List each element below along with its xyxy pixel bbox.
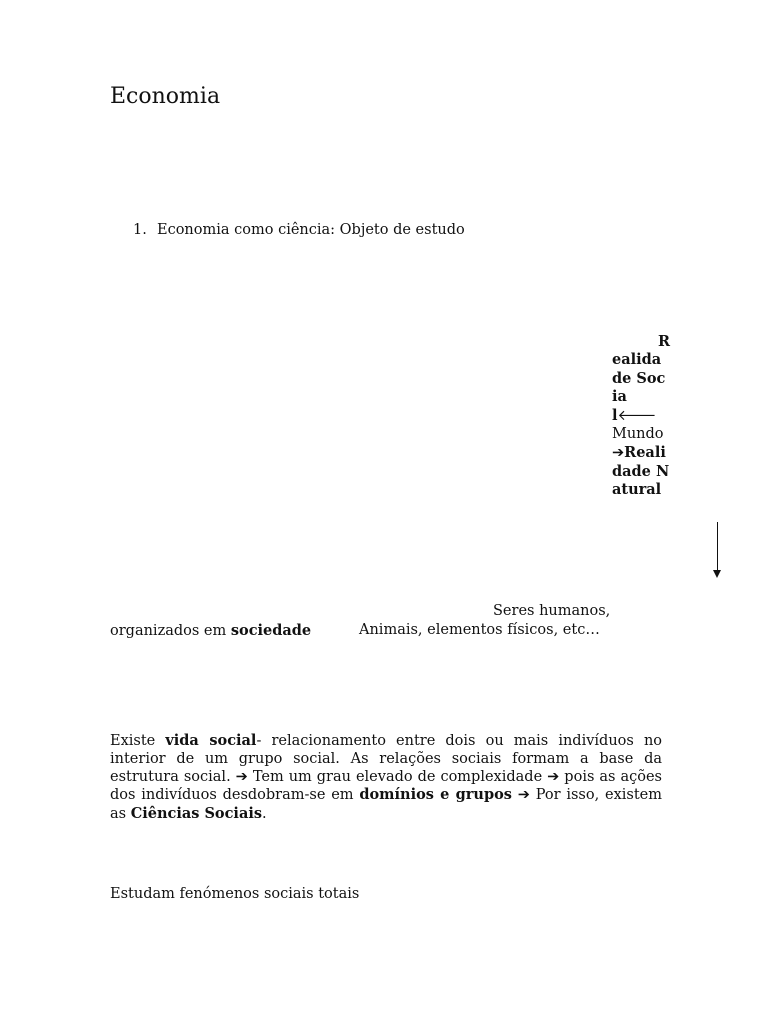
arrow-left-icon: 🡐: [617, 408, 657, 425]
paragraph-text: Existe: [110, 733, 166, 749]
column-first-letter: R: [657, 333, 670, 350]
body-paragraph: [110, 732, 662, 824]
paragraph-text: pois as ações dos indivíduos desdobram-se em: [110, 768, 662, 804]
organizados-prefix: organizados em: [110, 623, 231, 639]
animais-text: Animais, elementos físicos, etc…: [359, 622, 600, 638]
column-mundo: Mundo: [612, 425, 664, 442]
paragraph-text: .: [262, 806, 267, 823]
arrow-right-icon: ➔: [547, 768, 560, 785]
closing-line: Estudam fenómenos sociais totais: [110, 886, 360, 902]
ciencias-sociais-bold: Ciências Sociais: [130, 805, 263, 823]
sociedade-bold: sociedade: [230, 622, 312, 639]
list-number: 1.: [133, 222, 147, 238]
column-realidade-social: ealidade Social: [612, 350, 666, 425]
paragraph-text: - relacionamento entre dois ou mais indivíduos no interior de um grupo social. As relações sociais formam a base da estrutura social.: [110, 733, 663, 785]
column-realidade-natural: Realidade Natural: [612, 443, 670, 499]
narrow-text-column: [612, 333, 670, 500]
organizados-text: [110, 622, 311, 639]
vida-social-bold: vida social: [165, 732, 257, 749]
numbered-list-item: [133, 222, 465, 238]
paragraph-text: Por isso, existem as: [110, 787, 663, 823]
paragraph-text: Tem um grau elevado de complexidade: [247, 768, 548, 785]
arrow-right-icon: ➔: [517, 787, 530, 804]
down-arrow-icon: [713, 570, 721, 578]
down-arrow-shaft: [717, 522, 718, 572]
arrow-right-icon: ➔: [235, 768, 248, 785]
dominios-grupos-bold: domínios e grupos: [359, 786, 512, 804]
page-title: Economia: [110, 84, 221, 109]
seres-humanos-text: Seres humanos,: [493, 603, 611, 619]
arrow-right-icon: ➔: [612, 444, 625, 461]
list-item-text: Economia como ciência: Objeto de estudo: [157, 222, 465, 238]
